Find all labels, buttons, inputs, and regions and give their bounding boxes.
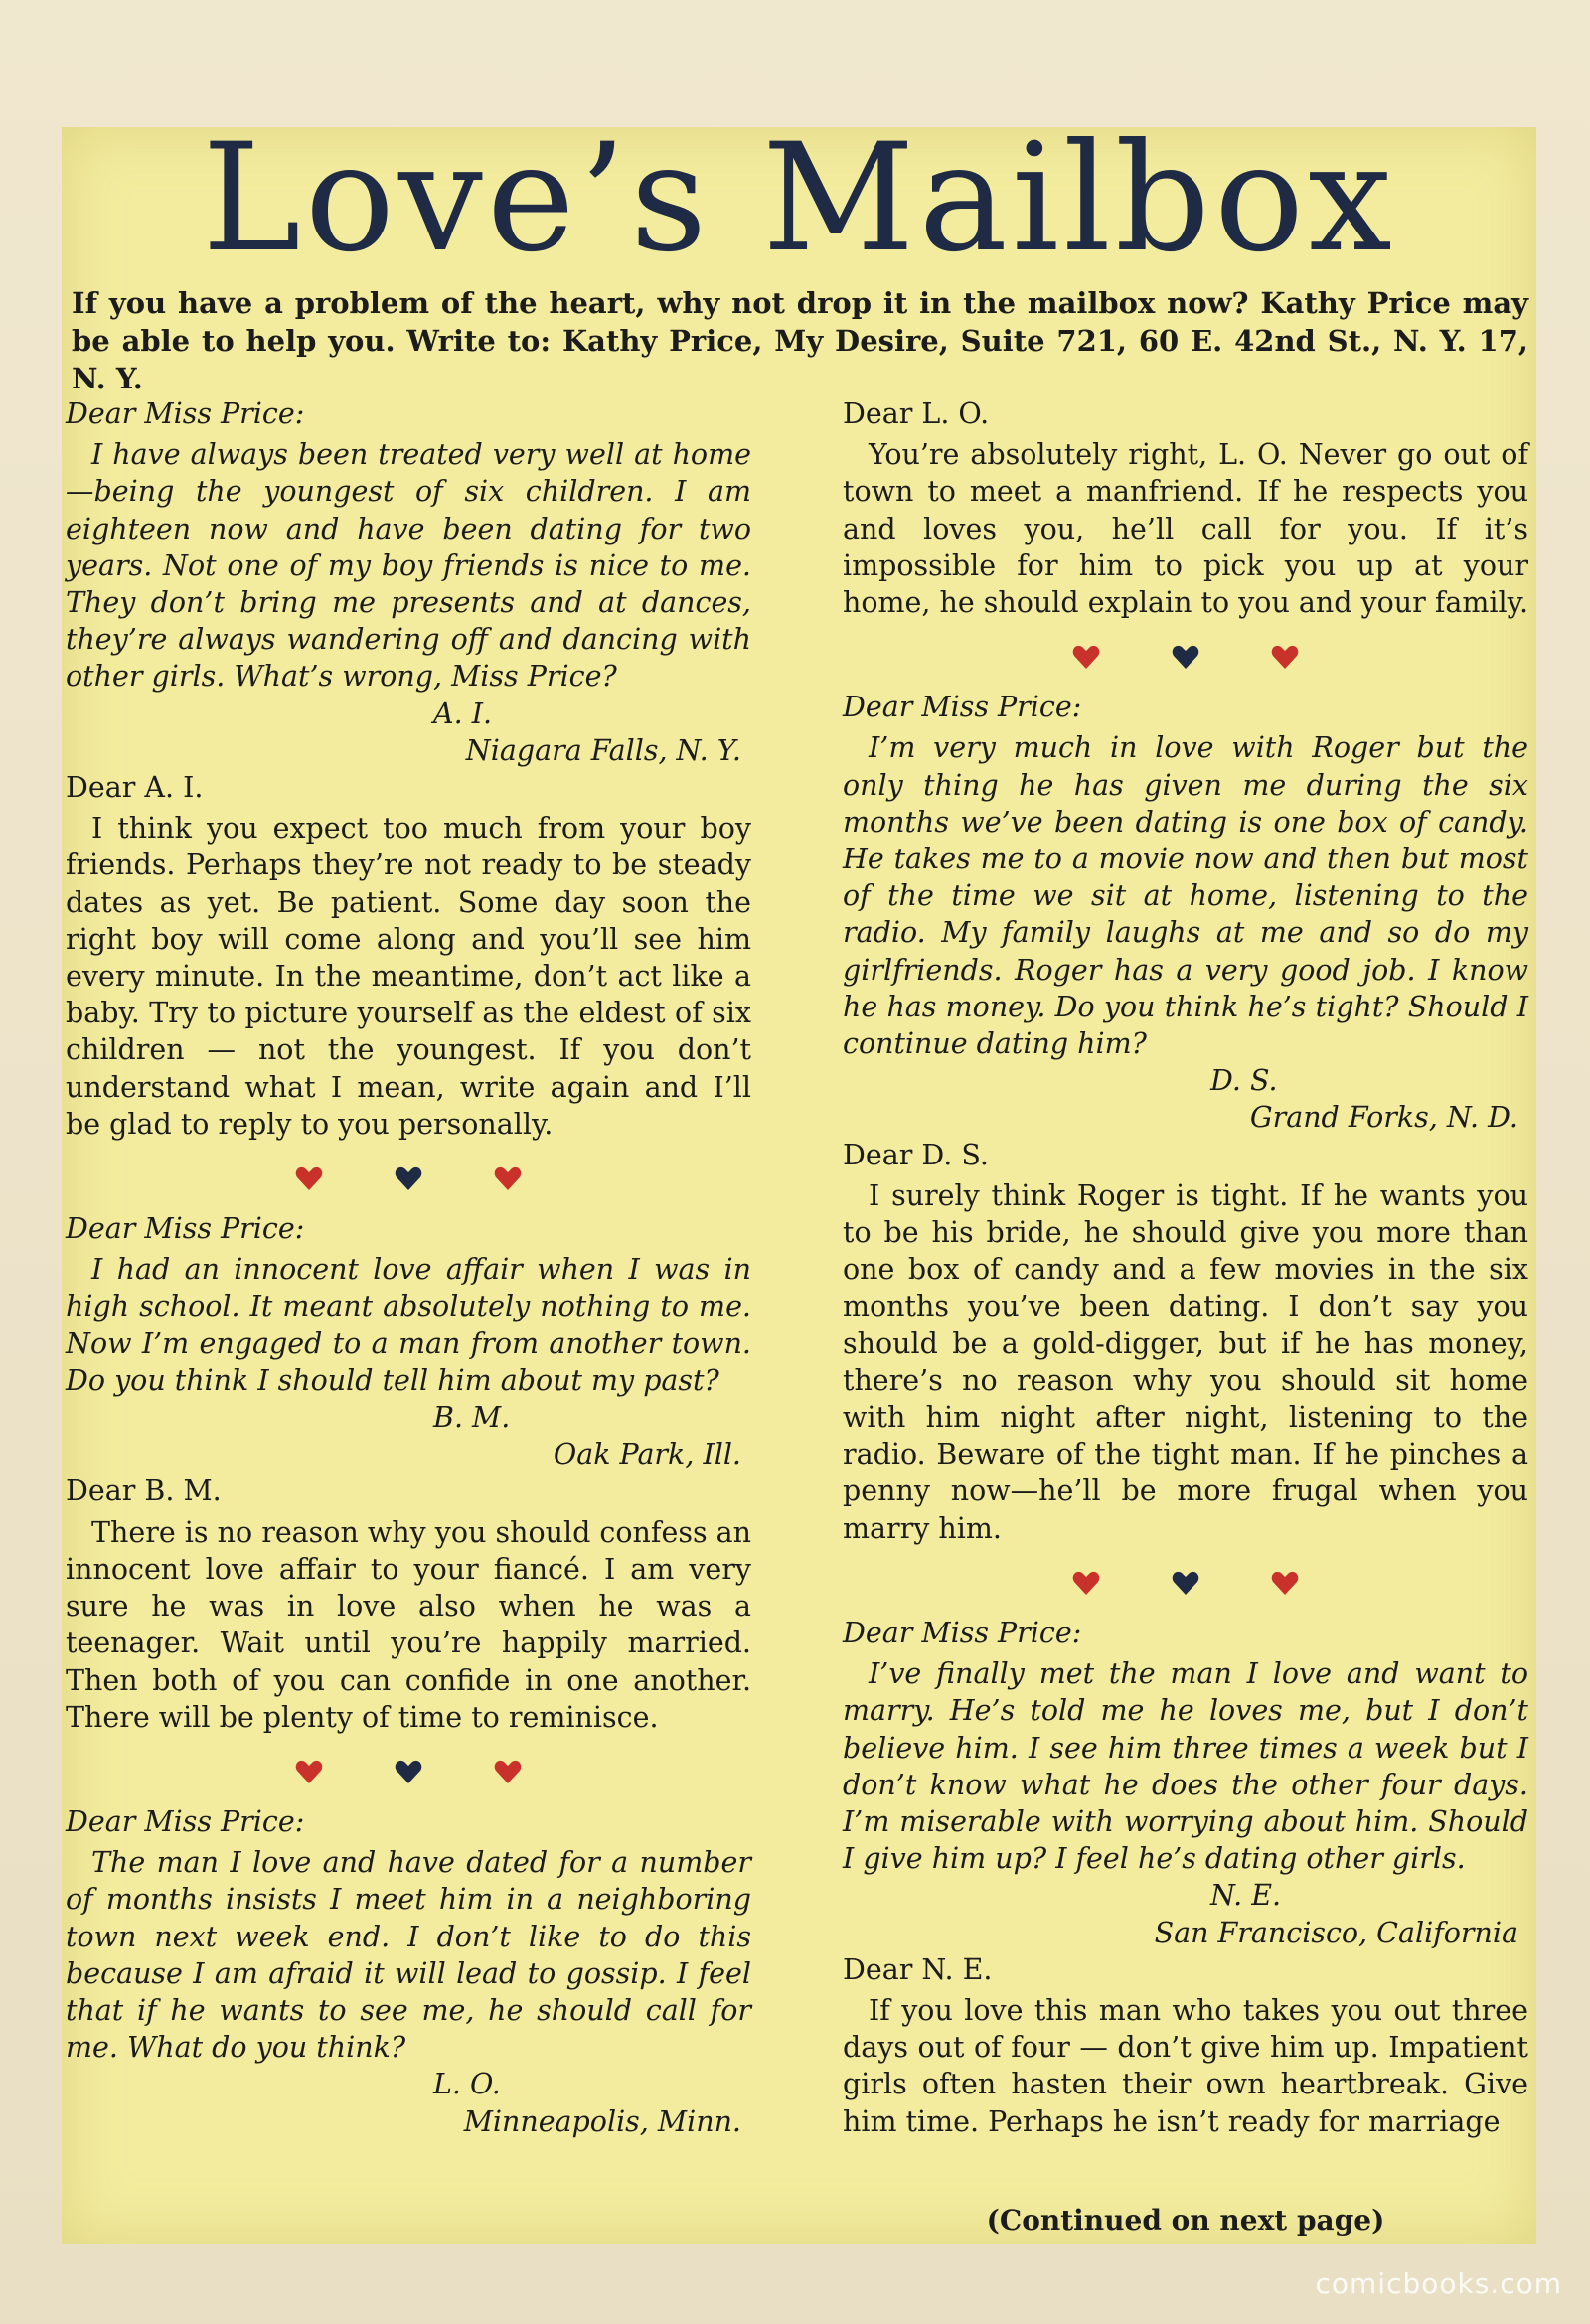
heart-icon	[494, 1759, 522, 1784]
left-column	[66, 395, 751, 2140]
reply-body: You’re absolutely right, L. O. Never go out of town to meet a manfriend. If he respects you and loves you, he’ll call for you. If it’s impossible for him to pick you up at your home, he should explain to you and your family.	[843, 438, 1528, 620]
heart-icon	[494, 1165, 522, 1191]
letter-body: I’m very much in love with Roger but the only thing he has given me during the six months we’ve been dating is one box of candy. He takes me to a movie now and then but most of the time we sit at home, listening to the radio. My family laughs at me and so do my girlfriends. Roger has a very good job. I know he has money. Do you think he’s tight? Should I continue dating him?	[843, 731, 1528, 1061]
letter-place: Oak Park, Ill.	[553, 1438, 741, 1472]
letter-place: Niagara Falls, N. Y.	[465, 733, 741, 767]
heart-icon	[1072, 1570, 1100, 1596]
heart-divider	[843, 1555, 1528, 1611]
letter-body: I have always been treated very well at home —being the youngest of six children. I am eighteen now and have been dating for two years. Not one of my boy friends is nice to me. They don’t bring me presents and at dances, they’re always wandering off and dancing with other girls. What’s wrong, Miss Price?	[66, 438, 751, 694]
reply-salutation: Dear D. S.	[843, 1138, 989, 1171]
heart-icon	[1072, 644, 1100, 670]
letter-place: Grand Forks, N. D.	[1249, 1101, 1518, 1135]
reply-salutation: Dear L. O.	[843, 397, 990, 430]
heart-dark-icon	[1172, 1570, 1199, 1596]
letter-salutation: Dear Miss Price:	[66, 1804, 305, 1838]
intro-text: If you have a problem of the heart, why not drop it in the mailbox now? Kathy Price may be able to help you. Write to: Kathy Price, My Desire, Suite 721, 60 E. 42nd St., N. Y. 17, N. Y.	[72, 286, 1528, 395]
letter-initials: L. O.	[433, 2068, 501, 2101]
letter-initials: A. I.	[433, 697, 493, 730]
reply-salutation: Dear A. I.	[66, 771, 204, 805]
heart-divider	[66, 1151, 751, 1206]
heart-dark-icon	[1172, 644, 1199, 670]
reply-body: There is no reason why you should confess an innocent love affair to your fiancé. I am very sure he was in love also when he was a teenager. Wait until you’re happily married. Then both of you can confide in one another. There will be plenty of time to reminisce.	[66, 1515, 751, 1734]
heart-dark-icon	[395, 1165, 422, 1191]
letter-place: Minneapolis, Minn.	[463, 2104, 741, 2138]
letter-salutation: Dear Miss Price:	[843, 1616, 1082, 1649]
letter-salutation: Dear Miss Price:	[66, 397, 305, 430]
right-column	[843, 395, 1528, 2140]
continued-note: (Continued on next page)	[986, 2204, 1385, 2237]
letter-salutation: Dear Miss Price:	[66, 1212, 305, 1246]
heart-icon	[295, 1165, 323, 1191]
letter-salutation: Dear Miss Price:	[843, 691, 1082, 724]
letter-place: San Francisco, California	[1154, 1916, 1518, 1949]
heart-icon	[1271, 1570, 1299, 1596]
heart-divider	[843, 629, 1528, 685]
letter-initials: N. E.	[1210, 1879, 1282, 1913]
reply-body: If you love this man who takes you out three days out of four — don’t give him up. Impatient girls often hasten their own heartbreak. Give him time. Perhaps he isn’t ready for marriage	[843, 1993, 1528, 2138]
heart-icon	[295, 1759, 323, 1784]
heart-divider	[66, 1744, 751, 1799]
watermark: comicbooks.com	[1315, 2267, 1562, 2300]
heart-icon	[1271, 644, 1299, 670]
heart-dark-icon	[395, 1759, 422, 1784]
letter-body: I had an innocent love affair when I was in high school. It meant absolutely nothing to me. Now I’m engaged to a man from another town. Do you think I should tell him about my past?	[66, 1253, 751, 1397]
page-title: Love’s Mailbox	[202, 112, 1396, 285]
letter-body: The man I love and have dated for a number of months insists I meet him in a neighboring town next week end. I don’t like to do this because I am afraid it will lead to gossip. I feel that if he wants to see me, he should call for me. What do you think?	[66, 1846, 751, 2065]
reply-body: I surely think Roger is tight. If he wants you to be his bride, he should give you more than one box of candy and a few movies in the six months you’ve been dating. I don’t say you should be a gold-digger, but if he has money, there’s no reason why you should sit home with him night after night, listening to the radio. Beware of the tight man. If he pinches a penny now—he’ll be more frugal when you marry him.	[843, 1178, 1528, 1545]
letter-initials: D. S.	[1210, 1064, 1278, 1098]
reply-salutation: Dear B. M.	[66, 1474, 222, 1508]
letter-body: I’ve finally met the man I love and want to marry. He’s told me he loves me, but I don’t believe him. I see him three times a week but I don’t know what he does the other four days. I’m miserable with worrying about him. Should I give him up? I feel he’s dating other girls.	[843, 1657, 1528, 1876]
reply-body: I think you expect too much from your boy friends. Perhaps they’re not ready to be steady dates as yet. Be patient. Some day soon the right boy will come along and you’ll see him every minute. In the meantime, don’t act like a baby. Try to picture yourself as the eldest of six children — not the youngest. If you don’t understand what I mean, write again and I’ll be glad to reply to you personally.	[66, 812, 751, 1141]
letter-initials: B. M.	[433, 1401, 511, 1435]
reply-salutation: Dear N. E.	[843, 1952, 993, 1986]
